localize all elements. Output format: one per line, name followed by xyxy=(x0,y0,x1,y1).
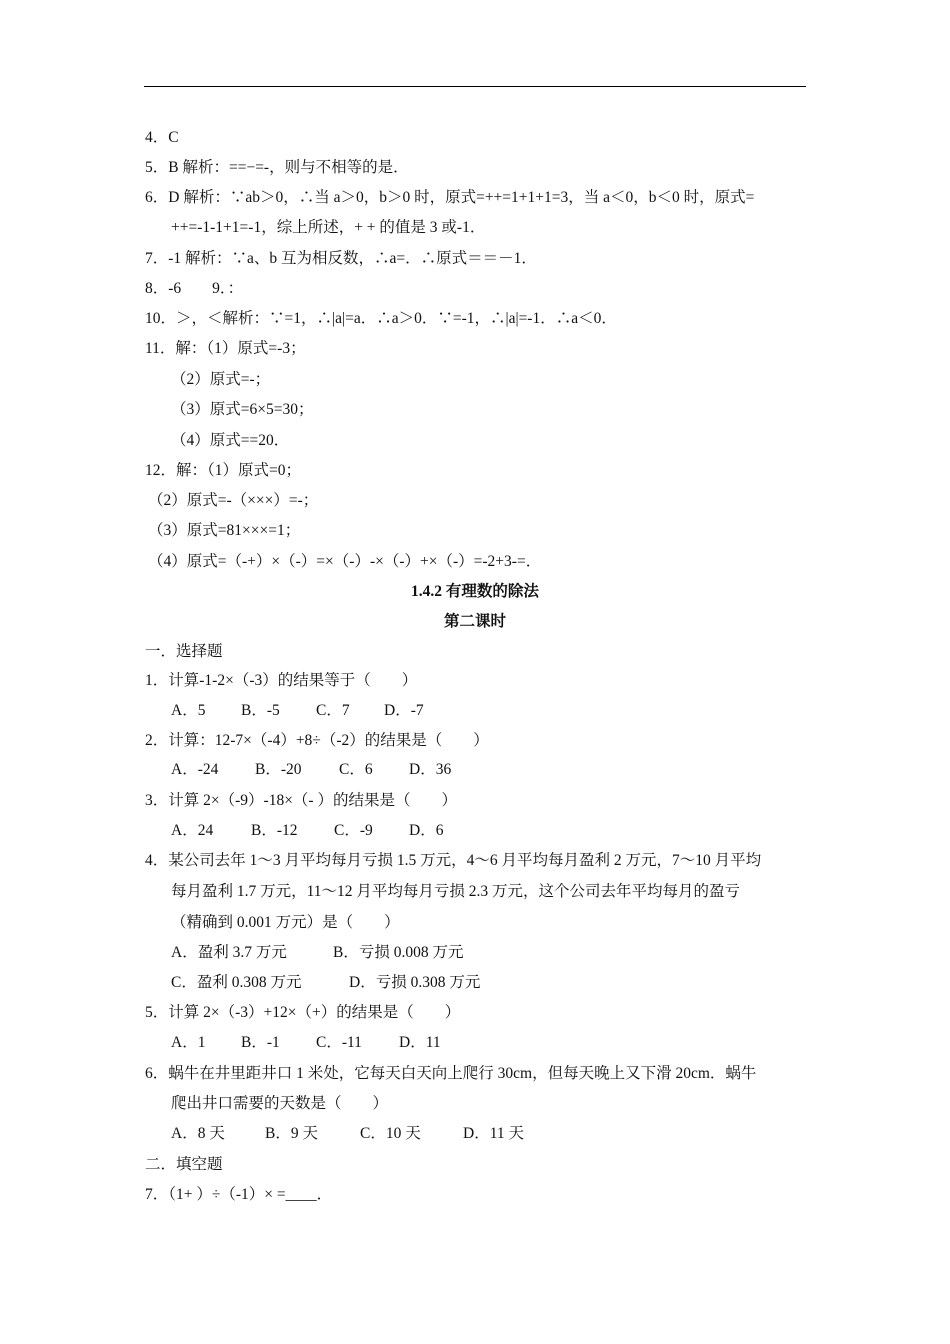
question-2: 2．计算：12-7×（-4）+8÷（-2）的结果是（ ） xyxy=(145,732,489,749)
question-3-options xyxy=(171,821,443,841)
header-rule xyxy=(144,86,806,87)
section-subtitle: 第二课时 xyxy=(443,613,506,630)
answer-8-9: 8．-6 9．： xyxy=(145,280,244,297)
section-title: 1.4.2 有理数的除法 xyxy=(411,583,539,600)
answer-12-2: （2）原式=-（×××）=-； xyxy=(148,492,319,509)
option-d: D．11 xyxy=(399,1034,441,1051)
option-b: B．-20 xyxy=(255,761,302,778)
question-5-options xyxy=(171,1033,441,1053)
option-a: A．24 xyxy=(171,822,214,839)
option-c: C．6 xyxy=(339,761,373,778)
question-2-options xyxy=(171,760,451,780)
answer-4: 4．C xyxy=(145,129,179,146)
option-a: A．盈利 3.7 万元 xyxy=(171,944,287,961)
option-a: A．8 天 xyxy=(171,1125,225,1142)
question-4-line2: 每月盈利 1.7 万元，11～12 月平均每月亏损 2.3 万元，这个公司去年平均每月的盈亏 xyxy=(171,883,741,900)
answer-6-line1: 6．D 解析：∵ab＞0，∴当 a＞0，b＞0 时，原式=++=1+1+1=3，当 a＜0，b＜0 时，原式= xyxy=(145,189,755,206)
answer-6-line2: ++=-1-1+1=-1，综上所述，+ + 的值是 3 或-1． xyxy=(171,219,486,236)
question-4-line1: 4．某公司去年 1～3 月平均每月亏损 1.5 万元，4～6 月平均每月盈利 2 万元，7～10 月平均 xyxy=(145,852,762,869)
option-b: B．-12 xyxy=(251,822,298,839)
question-6-line2: 爬出井口需要的天数是（ ） xyxy=(171,1095,389,1112)
question-4-options-row1 xyxy=(171,943,463,963)
answer-11: 11．解：（1）原式=-3； xyxy=(145,340,306,357)
option-d: D．11 天 xyxy=(463,1125,524,1142)
answer-12-4: （4）原式=（-+）×（-）=×（-）-×（-）+×（-）=-2+3-=． xyxy=(148,553,542,570)
question-4-line3: （精确到 0.001 万元）是（ ） xyxy=(171,914,400,931)
option-c: C．-11 xyxy=(316,1034,362,1051)
option-d: D．36 xyxy=(409,761,452,778)
option-c: C．10 天 xyxy=(360,1125,421,1142)
question-7: 7．（1+ ）÷（-1）× =____． xyxy=(145,1186,333,1203)
part1-heading: 一．选择题 xyxy=(145,643,223,660)
question-3: 3．计算 2×（-9）-18×（- ）的结果是（ ） xyxy=(145,792,457,809)
option-d: D．-7 xyxy=(384,702,424,719)
question-6-options xyxy=(171,1124,524,1144)
answer-10: 10．＞，＜解析：∵=1，∴|a|=a．∴a＞0．∵=-1，∴|a|=-1．∴a＜0． xyxy=(145,310,617,327)
option-b: B．-1 xyxy=(241,1034,280,1051)
option-c: C．-9 xyxy=(334,822,373,839)
question-4-options-row2 xyxy=(171,973,480,993)
part2-heading: 二．填空题 xyxy=(145,1156,223,1173)
option-c: C．7 xyxy=(316,702,350,719)
answer-7: 7．-1 解析：∵a、b 互为相反数，∴a=．∴原式＝＝－1． xyxy=(145,250,537,267)
option-b: B．9 天 xyxy=(265,1125,318,1142)
answer-11-3: （3）原式=6×5=30； xyxy=(171,401,314,418)
option-d: D．亏损 0.308 万元 xyxy=(349,974,481,991)
question-5: 5．计算 2×（-3）+12×（+）的结果是（ ） xyxy=(145,1004,461,1021)
option-c: C．盈利 0.308 万元 xyxy=(171,974,302,991)
answer-12-3: （3）原式=81×××=1； xyxy=(148,522,301,539)
question-1-options xyxy=(171,701,424,721)
option-a: A．5 xyxy=(171,702,206,719)
question-1: 1．计算-1-2×（-3）的结果等于（ ） xyxy=(145,672,418,689)
option-a: A．-24 xyxy=(171,761,219,778)
option-b: B．-5 xyxy=(241,702,280,719)
option-d: D．6 xyxy=(409,822,444,839)
answer-12: 12．解：（1）原式=0； xyxy=(145,462,301,479)
answer-11-2: （2）原式=-； xyxy=(171,371,271,388)
option-b: B．亏损 0.008 万元 xyxy=(333,944,464,961)
question-6-line1: 6．蜗牛在井里距井口 1 米处，它每天白天向上爬行 30cm，但每天晚上又下滑 20cm．蜗牛 xyxy=(145,1065,757,1082)
answer-5: 5．B 解析：==−=-，则与不相等的是． xyxy=(145,159,409,176)
option-a: A．1 xyxy=(171,1034,206,1051)
answer-11-4: （4）原式==20． xyxy=(171,432,290,449)
